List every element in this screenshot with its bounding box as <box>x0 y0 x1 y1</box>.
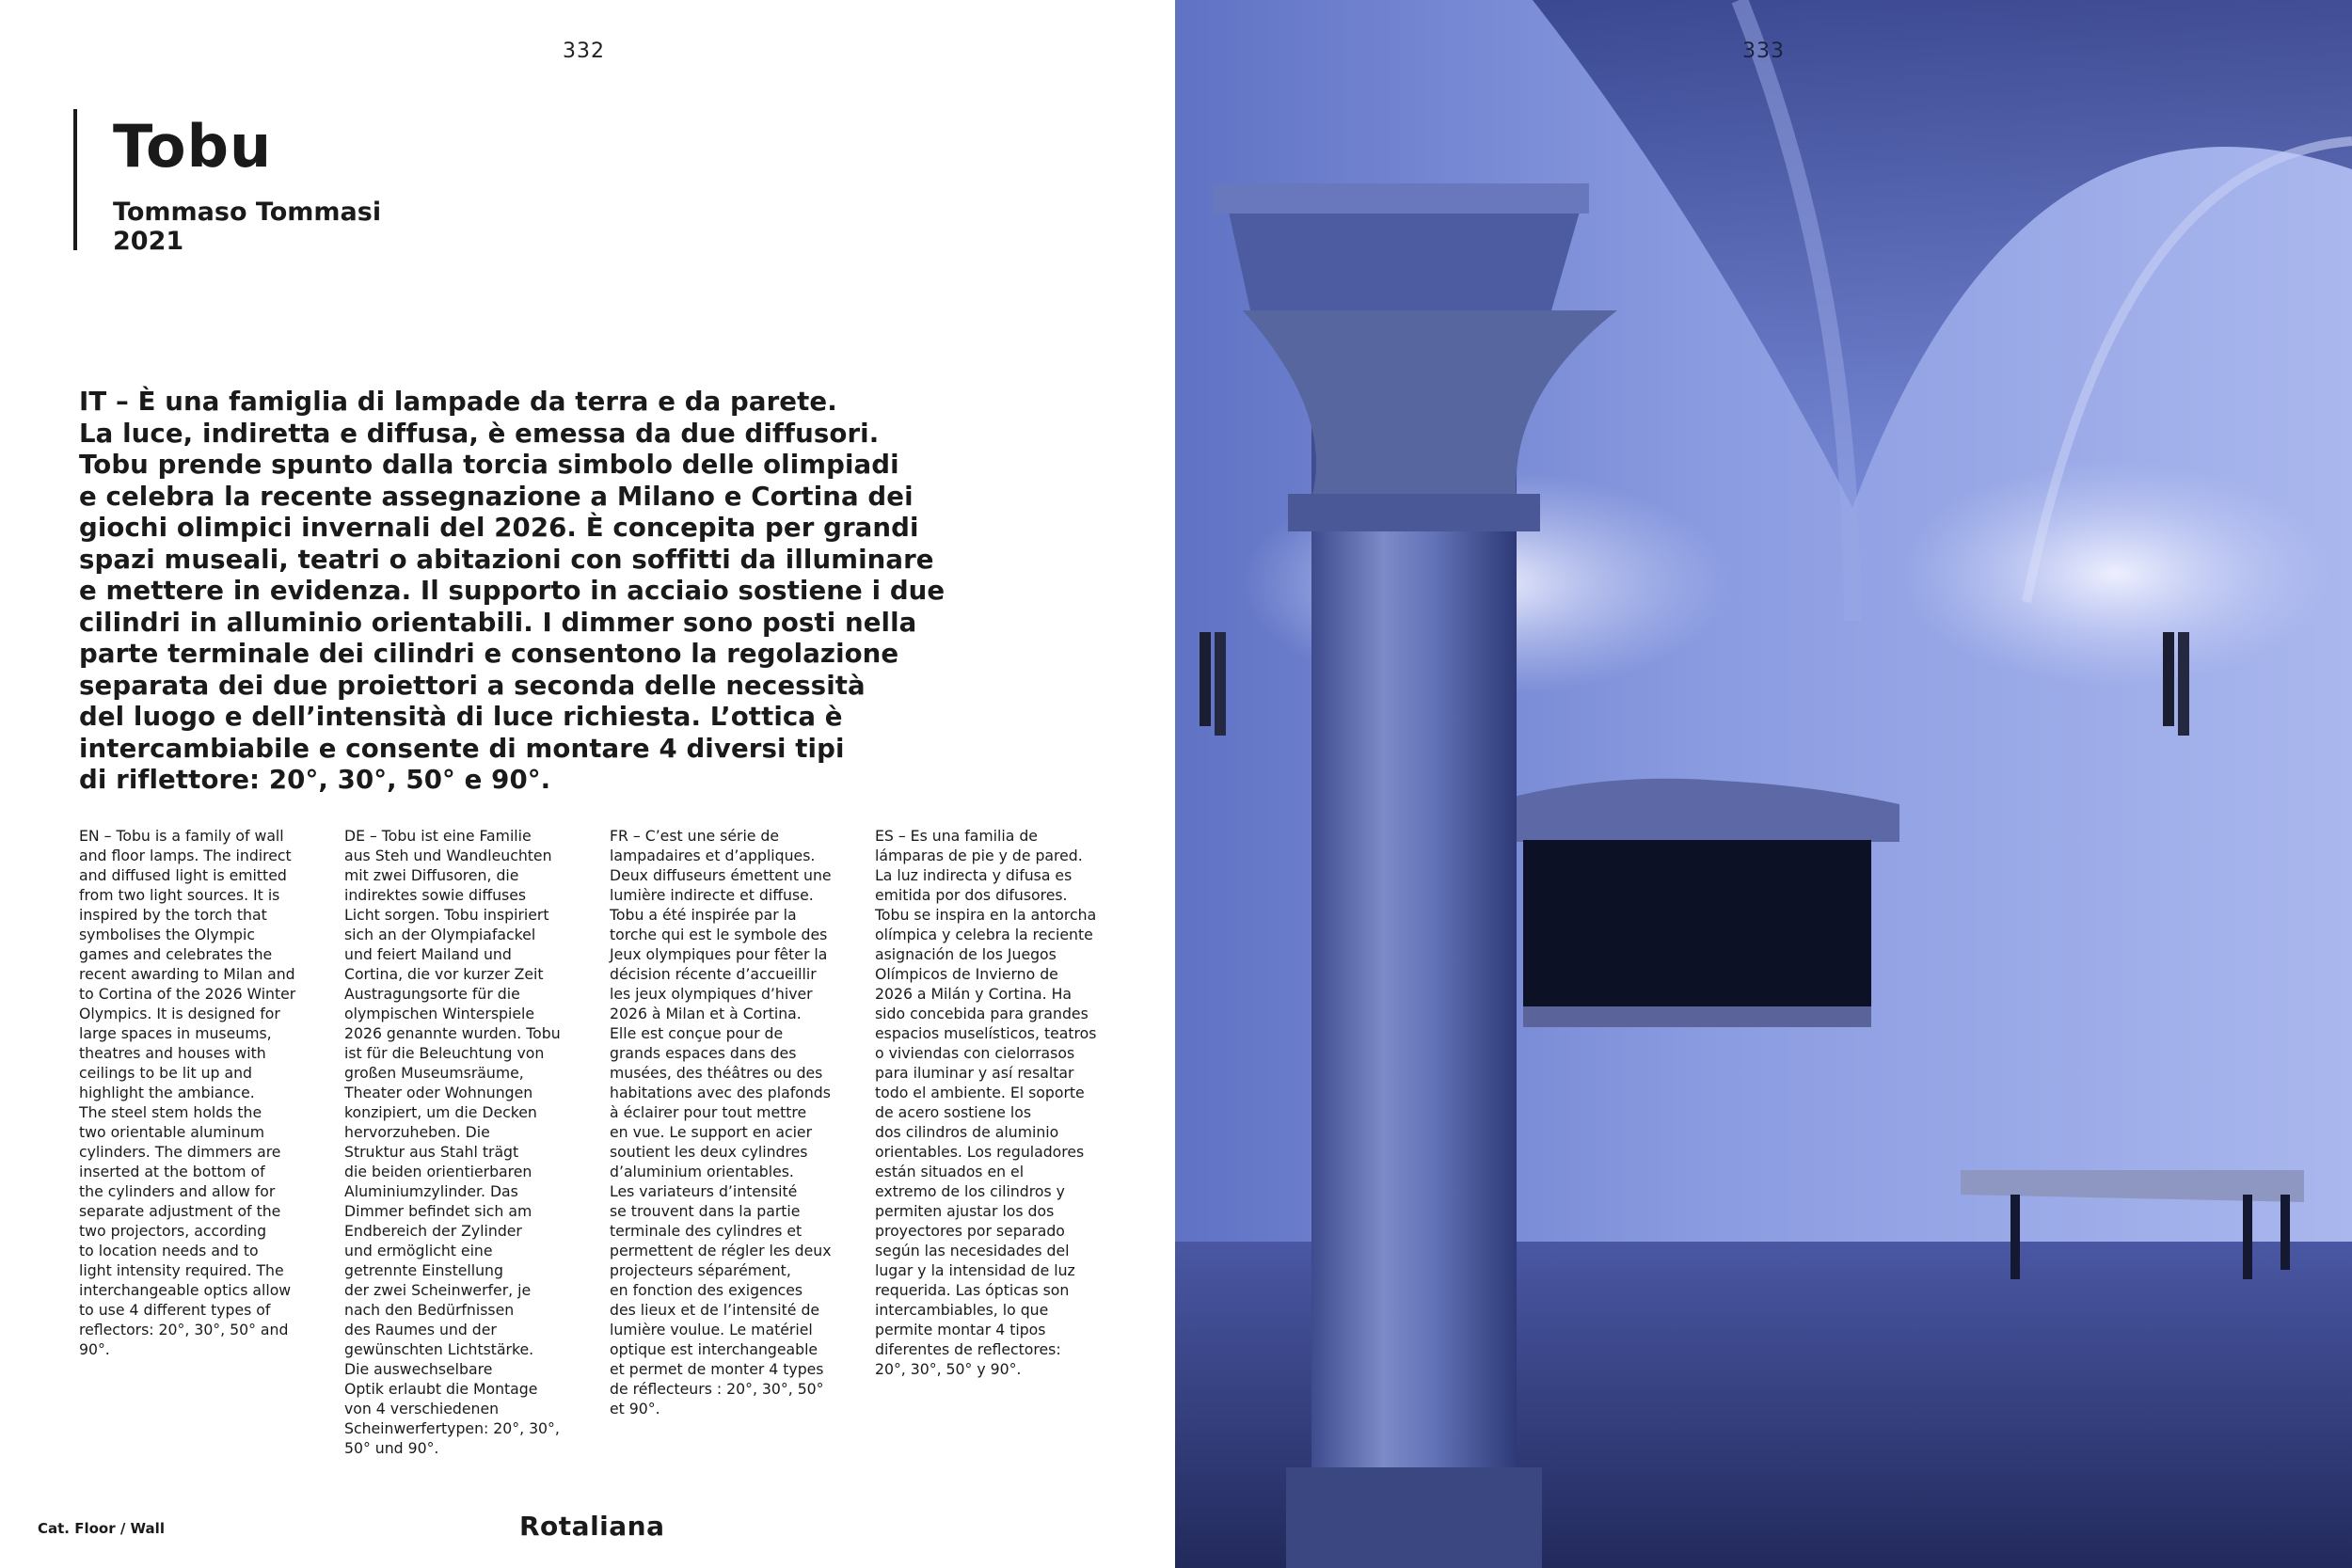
column-line: projecteurs séparément, <box>610 1261 791 1279</box>
column-line: Olímpicos de Invierno de <box>875 965 1058 983</box>
column-line: para iluminar y así resaltar <box>875 1064 1074 1082</box>
column-line: grands espaces dans des <box>610 1044 797 1062</box>
column-line: EN – Tobu is a family of wall <box>79 827 284 845</box>
column-line: lampadaires et d’appliques. <box>610 847 816 864</box>
column-line: Struktur aus Stahl trägt <box>344 1143 519 1161</box>
intro-line: spazi museali, teatri o abitazioni con soffitti da illuminare <box>79 543 934 575</box>
column-line: torche qui est le symbole des <box>610 926 828 943</box>
column-line: 2026 a Milán y Cortina. Ha <box>875 985 1073 1003</box>
column-line: de réflecteurs : 20°, 30°, 50° <box>610 1380 824 1398</box>
column-line: to Cortina of the 2026 Winter <box>79 985 296 1003</box>
column-line: reflectors: 20°, 30°, 50° and <box>79 1321 289 1338</box>
column-line: Austragungsorte für die <box>344 985 520 1003</box>
column-line: 50° und 90°. <box>344 1439 439 1457</box>
intro-line: giochi olimpici invernali del 2026. È concepita per grandi <box>79 512 919 543</box>
column-english <box>79 826 314 1359</box>
column-line: Theater oder Wohnungen <box>344 1084 533 1101</box>
column-line: décision récente d’accueillir <box>610 965 817 983</box>
column-line: und ermöglicht eine <box>344 1242 493 1259</box>
column-line: lámparas de pie y de pared. <box>875 847 1083 864</box>
column-line: sich an der Olympiafackel <box>344 926 536 943</box>
column-line: two projectors, according <box>79 1222 267 1240</box>
column-line: to use 4 different types of <box>79 1301 271 1319</box>
column-line: dos cilindros de aluminio <box>875 1123 1059 1141</box>
light-glow-right <box>1899 461 2332 687</box>
column-line: optique est interchangeable <box>610 1340 818 1358</box>
column-line: symbolises the Olympic <box>79 926 255 943</box>
column-line: emitida por dos difusores. <box>875 886 1068 904</box>
column-line: La luz indirecta y difusa es <box>875 866 1073 884</box>
column-line: diferentes de reflectores: <box>875 1340 1061 1358</box>
column-line: large spaces in museums, <box>79 1024 272 1042</box>
column-line: d’aluminium orientables. <box>610 1163 794 1180</box>
column-line: von 4 verschiedenen <box>344 1400 500 1418</box>
column-line: Licht sorgen. Tobu inspiriert <box>344 906 549 924</box>
column-line: terminale des cylindres et <box>610 1222 803 1240</box>
column-line: en fonction des exigences <box>610 1281 803 1299</box>
column-line: ES – Es una familia de <box>875 827 1038 845</box>
column-line: permettent de régler les deux <box>610 1242 832 1259</box>
column-line: recent awarding to Milan and <box>79 965 295 983</box>
column-line: The steel stem holds the <box>79 1103 262 1121</box>
column-line: están situados en el <box>875 1163 1025 1180</box>
column-line: DE – Tobu ist eine Familie <box>344 827 532 845</box>
intro-line: di riflettore: 20°, 30°, 50° e 90°. <box>79 764 551 795</box>
column-line: requerida. Las ópticas son <box>875 1281 1070 1299</box>
fireplace-hearth <box>1523 1006 1871 1027</box>
page-number-right: 333 <box>1742 40 1785 63</box>
column-line: separate adjustment of the <box>79 1202 281 1220</box>
column-line: olympischen Winterspiele <box>344 1005 535 1022</box>
column-line: todo el ambiente. El soporte <box>875 1084 1085 1101</box>
column-line: se trouvent dans la partie <box>610 1202 801 1220</box>
column-line: Cortina, die vor kurzer Zeit <box>344 965 544 983</box>
column-line: orientables. Los reguladores <box>875 1143 1085 1161</box>
column-line: et permet de monter 4 types <box>610 1360 824 1378</box>
column-line: games and celebrates the <box>79 945 273 963</box>
column-line: inserted at the bottom of <box>79 1163 265 1180</box>
left-page <box>0 0 1175 1568</box>
column-line: soutient les deux cylindres <box>610 1143 808 1161</box>
column-line: olímpica y celebra la reciente <box>875 926 1093 943</box>
product-year: 2021 <box>113 227 184 256</box>
page-number-left: 332 <box>563 40 605 63</box>
column-german <box>344 826 580 1458</box>
column-line: light intensity required. The <box>79 1261 284 1279</box>
intro-line: del luogo e dell’intensità di luce richiesta. L’ottica è <box>79 701 843 732</box>
column-line: habitations avec des plafonds <box>610 1084 831 1101</box>
column-line: FR – C’est une série de <box>610 827 780 845</box>
column-line: según las necesidades del <box>875 1242 1070 1259</box>
title-block <box>73 109 382 256</box>
column-line: indirektes sowie diffuses <box>344 886 527 904</box>
column-line: and diffused light is emitted <box>79 866 287 884</box>
column-line: der zwei Scheinwerfer, je <box>344 1281 532 1299</box>
column-line: Optik erlaubt die Montage <box>344 1380 538 1398</box>
intro-italian <box>79 386 946 796</box>
column-line: lumière voulue. Le matériel <box>610 1321 813 1338</box>
brand-logo: Rotaliana <box>519 1511 665 1542</box>
column-line: interchangeable optics allow <box>79 1281 292 1299</box>
column-line: intercambiables, lo que <box>875 1301 1049 1319</box>
column-line: Tobu se inspira en la antorcha <box>875 906 1097 924</box>
product-title: Tobu <box>113 112 273 181</box>
column-line: hervorzuheben. Die <box>344 1123 490 1141</box>
column-line: des Raumes und der <box>344 1321 497 1338</box>
column-line: o viviendas con cielorrasos <box>875 1044 1075 1062</box>
column-line: getrennte Einstellung <box>344 1261 503 1279</box>
column-line: des lieux et de l’intensité de <box>610 1301 820 1319</box>
column-line: Dimmer befindet sich am <box>344 1202 532 1220</box>
column-line: lugar y la intensidad de luz <box>875 1261 1075 1279</box>
column-line: theatres and houses with <box>79 1044 266 1062</box>
column-line: die beiden orientierbaren <box>344 1163 532 1180</box>
intro-line: separata dei due proiettori a seconda delle necessità <box>79 669 866 701</box>
column-line: proyectores por separado <box>875 1222 1065 1240</box>
column-line: highlight the ambiance. <box>79 1084 255 1101</box>
intro-line: e mettere in evidenza. Il supporto in acciaio sostiene i due <box>79 575 946 606</box>
intro-line: IT – È una famiglia di lampade da terra e da parete. <box>79 386 837 417</box>
column-line: 20°, 30°, 50° y 90°. <box>875 1360 1022 1378</box>
column-line: extremo de los cilindros y <box>875 1182 1065 1200</box>
column-line: 2026 genannte wurden. Tobu <box>344 1024 561 1042</box>
column-line: sido concebida para grandes <box>875 1005 1089 1022</box>
column-line: les jeux olympiques d’hiver <box>610 985 813 1003</box>
column-line: Tobu a été inspirée par la <box>610 906 797 924</box>
column-line: konzipiert, um die Decken <box>344 1103 537 1121</box>
column-french <box>610 826 845 1418</box>
column-line: espacios muselísticos, teatros <box>875 1024 1097 1042</box>
column-line: two orientable aluminum <box>79 1123 265 1141</box>
column-line: et 90°. <box>610 1400 660 1418</box>
designer-name: Tommaso Tommasi <box>113 198 382 227</box>
column-line: to location needs and to <box>79 1242 259 1259</box>
column-line: Aluminiumzylinder. Das <box>344 1182 518 1200</box>
intro-line: Tobu prende spunto dalla torcia simbolo delle olimpiadi <box>79 449 899 480</box>
intro-line: e celebra la recente assegnazione a Milano e Cortina dei <box>79 480 914 512</box>
column-line: musées, des théâtres ou des <box>610 1064 823 1082</box>
column-line: Scheinwerfertypen: 20°, 30°, <box>344 1419 560 1437</box>
column-line: ceilings to be lit up and <box>79 1064 252 1082</box>
column-line: from two light sources. It is <box>79 886 280 904</box>
intro-line: parte terminale dei cilindri e consentono la regolazione <box>79 638 899 669</box>
column-line: permite montar 4 tipos <box>875 1321 1046 1338</box>
column-line: Olympics. It is designed for <box>79 1005 280 1022</box>
column-line: Jeux olympiques pour fêter la <box>610 945 828 963</box>
column-line: asignación de los Juegos <box>875 945 1057 963</box>
column-line: permiten ajustar los dos <box>875 1202 1055 1220</box>
column-spanish <box>875 826 1110 1379</box>
column-line: gewünschten Lichtstärke. <box>344 1340 534 1358</box>
column-line: inspired by the torch that <box>79 906 267 924</box>
fireplace-opening <box>1523 840 1871 1026</box>
column-line: großen Museumsräume, <box>344 1064 524 1082</box>
column-line: Les variateurs d’intensité <box>610 1182 798 1200</box>
column-line: ist für die Beleuchtung von <box>344 1044 545 1062</box>
column-line: lumière indirecte et diffuse. <box>610 886 814 904</box>
column-line: en vue. Le support en acier <box>610 1123 813 1141</box>
category-label: Cat. Floor / Wall <box>38 1520 165 1537</box>
column-line: und feiert Mailand und <box>344 945 512 963</box>
column-line: the cylinders and allow for <box>79 1182 276 1200</box>
intro-line: cilindri in alluminio orientabili. I dimmer sono posti nella <box>79 606 917 638</box>
column-line: 2026 à Milan et à Cortina. <box>610 1005 802 1022</box>
column-line: Endbereich der Zylinder <box>344 1222 522 1240</box>
interior-photo <box>1175 0 2352 1568</box>
column-line: Die auswechselbare <box>344 1360 493 1378</box>
column-line: mit zwei Diffusoren, die <box>344 866 519 884</box>
column-line: aus Steh und Wandleuchten <box>344 847 552 864</box>
column-line: cylinders. The dimmers are <box>79 1143 281 1161</box>
column-line: and floor lamps. The indirect <box>79 847 292 864</box>
intro-line: La luce, indiretta e diffusa, è emessa da due diffusori. <box>79 417 880 449</box>
column-line: de acero sostiene los <box>875 1103 1031 1121</box>
column-line: Elle est conçue pour de <box>610 1024 784 1042</box>
intro-line: intercambiabile e consente di montare 4 diversi tipi <box>79 732 845 764</box>
column-line: à éclairer pour tout mettre <box>610 1103 807 1121</box>
column-line: nach den Bedürfnissen <box>344 1301 515 1319</box>
right-page <box>1175 0 2352 1568</box>
column-line: Deux diffuseurs émettent une <box>610 866 832 884</box>
column-line: 90°. <box>79 1340 110 1358</box>
